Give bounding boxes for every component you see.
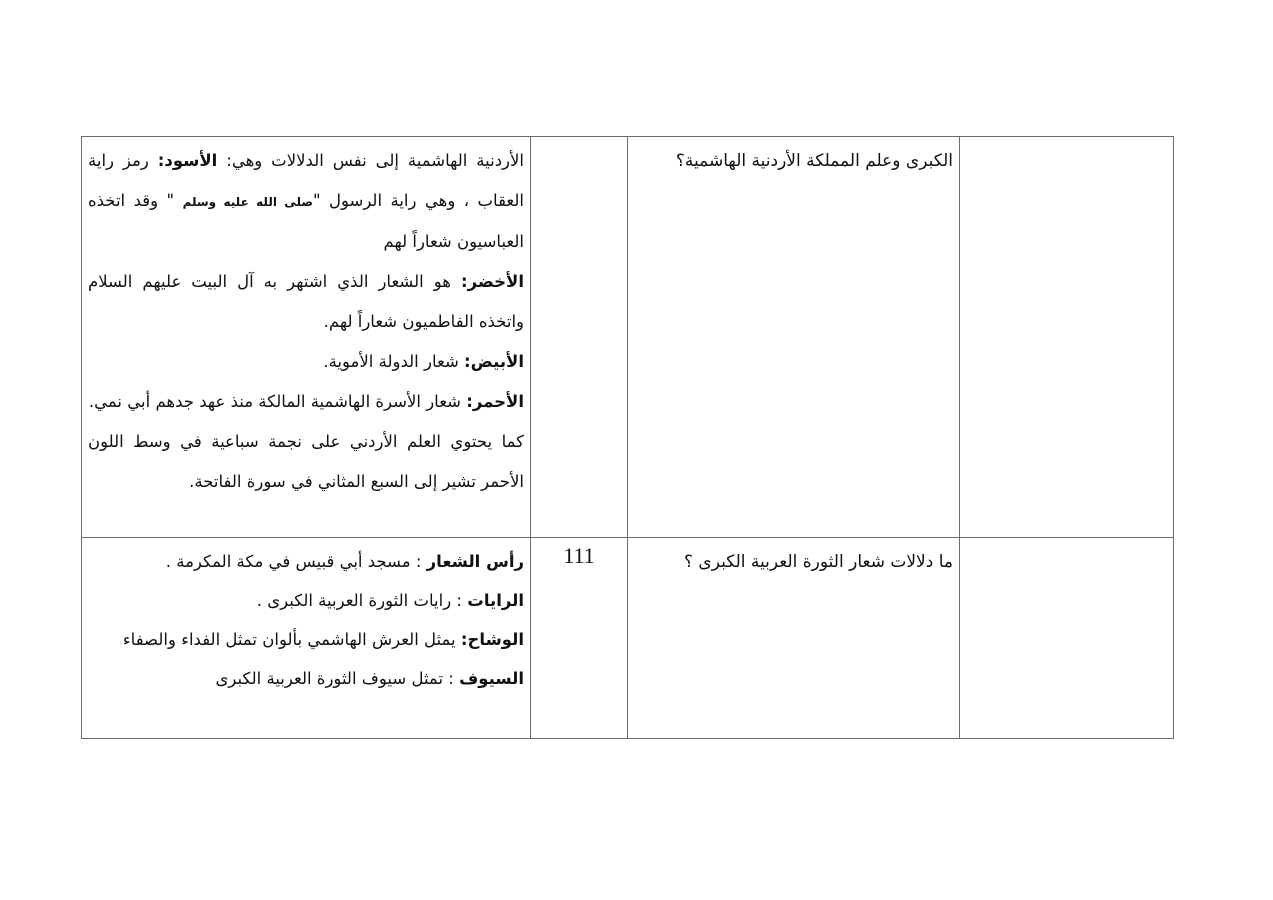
label-white: الأبيض: bbox=[464, 352, 524, 371]
mark-cell bbox=[531, 137, 628, 538]
question-cell bbox=[628, 137, 960, 538]
number-cell bbox=[960, 137, 1174, 538]
answer-paragraph-green: الأخضر: هو الشعار الذي اشتهر به آل البيت عليهم السلام واتخذه الفاطميون شعاراً لهم. bbox=[88, 272, 524, 331]
question-text: الكبرى وعلم المملكة الأردنية الهاشمية؟ bbox=[675, 151, 953, 171]
answer-paragraph-red: الأحمر: شعار الأسرة الهاشمية المالكة منذ عهد جدهم أبي نمي. bbox=[88, 392, 524, 411]
answer-paragraph-star: كما يحتوي العلم الأردني على نجمة سباعية في وسط اللون الأحمر تشير إلى السبع المثاني في سورة الفاتحة. bbox=[88, 432, 524, 491]
answer-line-swords: السيوف : تمثل سيوف الثورة العربية الكبرى bbox=[215, 669, 524, 688]
label-black: الأسود: bbox=[157, 151, 218, 170]
questions-table bbox=[81, 136, 1174, 739]
question-cell bbox=[628, 538, 960, 739]
answer-text bbox=[82, 538, 530, 698]
label-red: الأحمر: bbox=[466, 392, 524, 411]
pbuh-text: صلى الله عليه وسلم bbox=[182, 195, 313, 209]
answer-cell bbox=[82, 538, 531, 739]
label-green: الأخضر: bbox=[461, 272, 524, 291]
answer-cell bbox=[82, 137, 531, 538]
answer-line-head: رأس الشعار : مسجد أبي قبيس في مكة المكرمة . bbox=[165, 552, 524, 571]
answer-paragraph-black: الأردنية الهاشمية إلى نفس الدلالات وهي: الأسود: رمز راية العقاب ، وهي راية الرسول "صلى الله عليه وسلم " وقد اتخذه العباسيون شعاراً لهم bbox=[88, 151, 524, 251]
answer-paragraph-white: الأبيض: شعار الدولة الأموية. bbox=[323, 352, 524, 371]
answer-line-sash: الوشاح: يمثل العرش الهاشمي بألوان تمثل الفداء والصفاء bbox=[122, 630, 524, 649]
mark-cell bbox=[531, 538, 628, 739]
number-cell bbox=[960, 538, 1174, 739]
table-row bbox=[82, 137, 1174, 538]
answer-line-flags: الرايات : رايات الثورة العربية الكبرى . bbox=[256, 591, 524, 610]
question-text: ما دلالات شعار الثورة العربية الكبرى ؟ bbox=[683, 552, 953, 572]
answer-text bbox=[82, 137, 530, 502]
mark-text: 111 bbox=[563, 543, 595, 568]
table-row bbox=[82, 538, 1174, 739]
mark-text bbox=[531, 137, 627, 139]
